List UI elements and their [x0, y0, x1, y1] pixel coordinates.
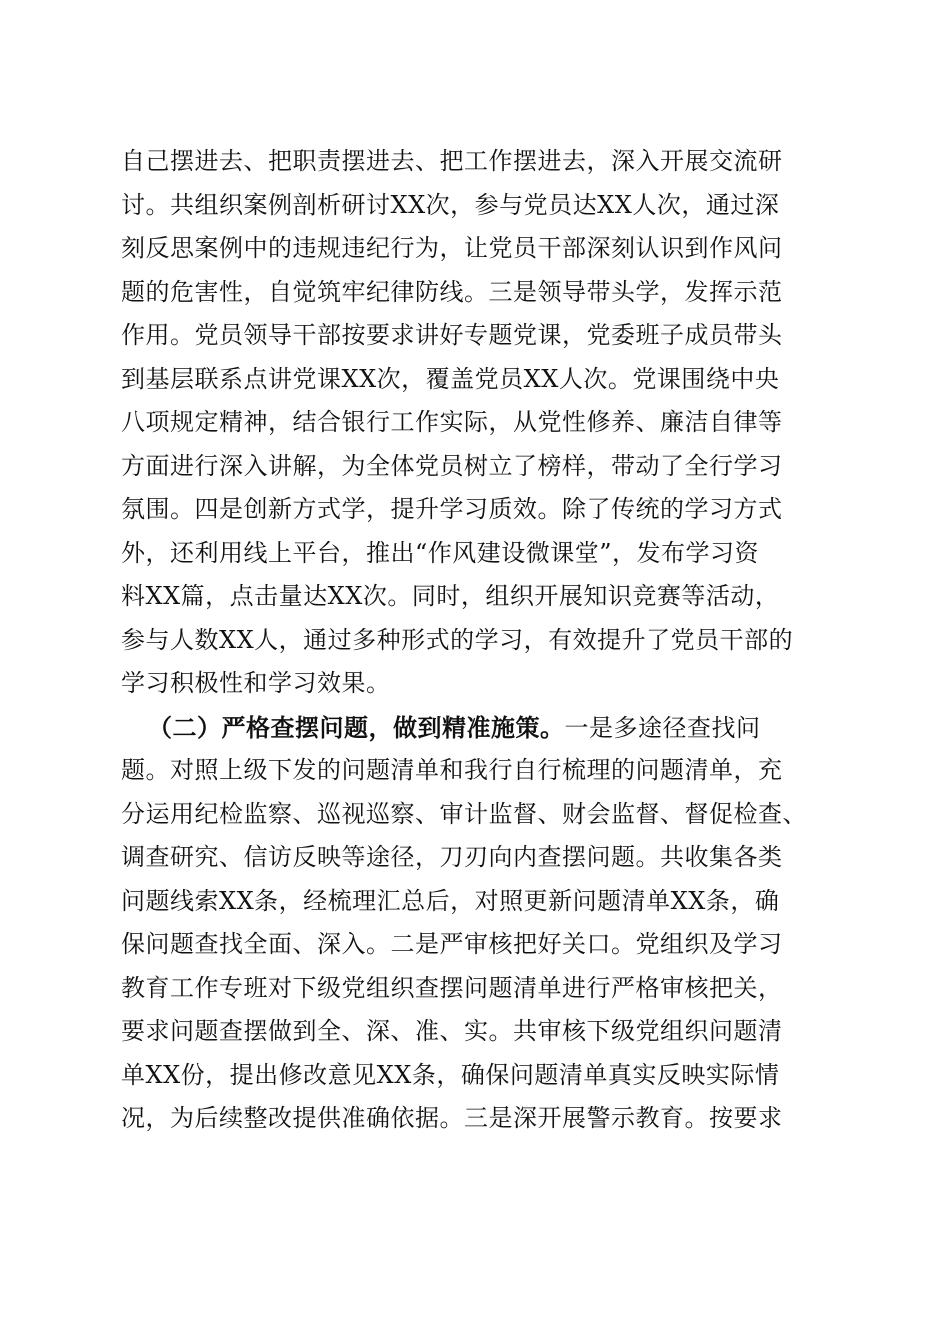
text-line: 外，还利用线上平台，推出“作风建设微课堂”，发布学习资 [121, 538, 760, 567]
text-line: 自己摆进去、把职责摆进去、把工作摆进去，深入开展交流研 [121, 147, 783, 175]
body-text [121, 140, 841, 1141]
text-line: 学习积极性和学习效果。 [121, 669, 391, 697]
text-line: 教育工作专班对下级党组织查摆问题清单进行严格审核把关， [121, 973, 783, 1002]
text-line: 讨。共组织案例剖析研讨XX次，参与党员达XX人次，通过深 [121, 190, 780, 219]
text-line: 单XX份，提出修改意见XX条，确保问题清单真实反映实际情 [121, 1060, 780, 1089]
text-line: 到基层联系点讲党课XX次，覆盖党员XX人次。党课围绕中央 [121, 364, 780, 393]
text-line: 要求问题查摆做到全、深、准、实。共审核下级党组织问题清 [121, 1017, 783, 1045]
text-line: 题的危害性，自觉筑牢纪律防线。三是领导带头学，发挥示范 [121, 277, 783, 306]
text-line: 刻反思案例中的违规违纪行为，让党员干部深刻认识到作风问 [121, 234, 783, 262]
text-line: 题。对照上级下发的问题清单和我行自行梳理的问题清单，充 [121, 756, 783, 784]
text-line: 况，为后续整改提供准确依据。三是深开展警示教育。按要求 [121, 1104, 783, 1132]
text-line: 作用。党员领导干部按要求讲好专题党课，党委班子成员带头 [121, 321, 783, 349]
section-heading-rest: 一是多途径查找问 [564, 713, 761, 742]
text-line: 八项规定精神，结合银行工作实际，从党性修养、廉洁自律等 [121, 408, 783, 436]
section-heading-line [121, 706, 841, 750]
text-line: 保问题查找全面、深入。二是严审核把好关口。党组织及学习 [121, 930, 783, 958]
text-line: 氛围。四是创新方式学，提升学习质效。除了传统的学习方式 [121, 495, 783, 523]
text-line: 料XX篇，点击量达XX次。同时，组织开展知识竞赛等活动， [121, 582, 780, 610]
text-line: 方面进行深入讲解，为全体党员树立了榜样，带动了全行学习 [121, 451, 783, 480]
text-line: 问题线索XX条，经梳理汇总后，对照更新问题清单XX条，确 [121, 886, 780, 915]
text-line: 分运用纪检监察、巡视巡察、审计监督、财会监督、督促检查、 [121, 799, 807, 828]
text-line: 参与人数XX人，通过多种形式的学习，有效提升了党员干部的 [121, 625, 794, 654]
section-heading: （二）严格查摆问题，做到精准施策。 [148, 712, 565, 742]
text-line: 调查研究、信访反映等途径，刀刃向内查摆问题。共收集各类 [121, 843, 783, 871]
